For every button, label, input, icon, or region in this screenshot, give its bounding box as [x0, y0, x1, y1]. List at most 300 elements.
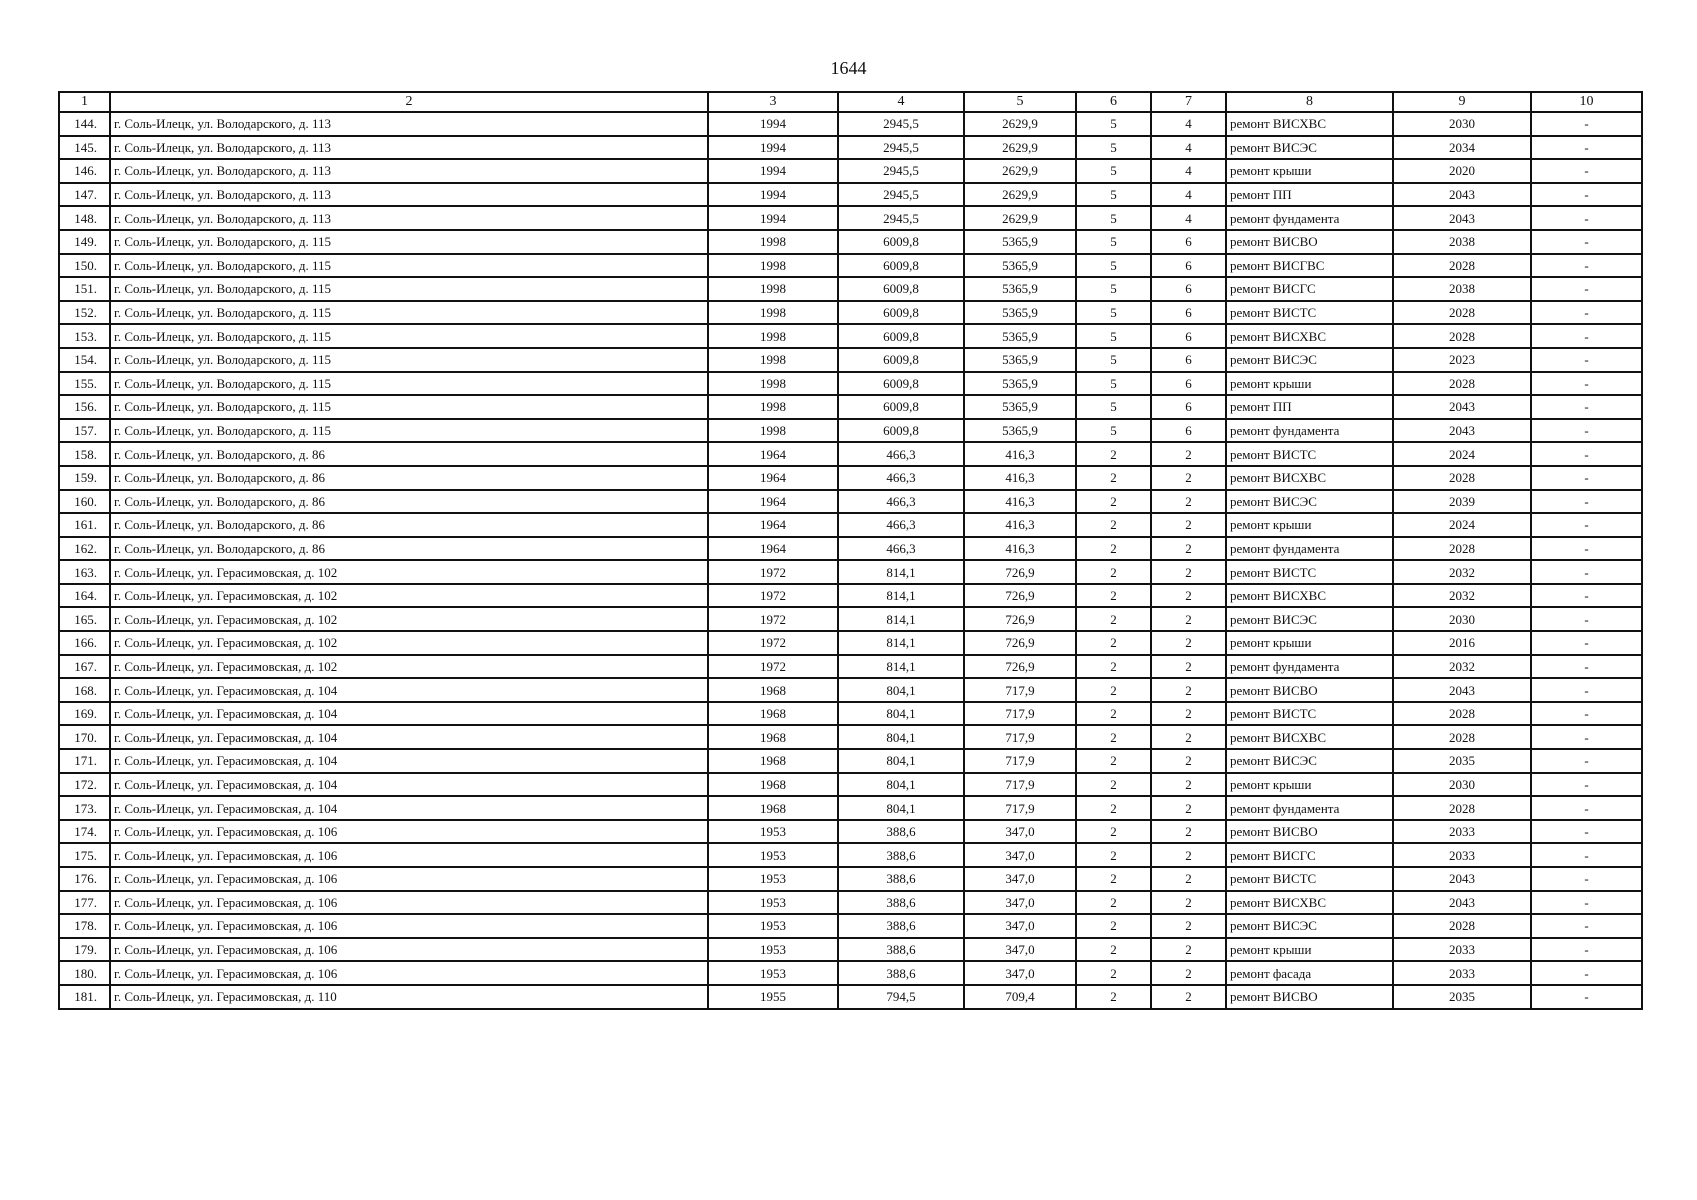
work-type-cell: ремонт фасада — [1226, 961, 1393, 985]
entrances-cell: 2 — [1151, 725, 1226, 749]
address-cell: г. Соль-Илецк, ул. Володарского, д. 115 — [110, 324, 708, 348]
address-cell: г. Соль-Илецк, ул. Герасимовская, д. 106 — [110, 867, 708, 891]
entrances-cell: 6 — [1151, 254, 1226, 278]
living-area-cell: 416,3 — [964, 537, 1076, 561]
row-number-cell: 177. — [59, 891, 110, 915]
row-number-cell: 174. — [59, 820, 110, 844]
floors-cell: 5 — [1076, 301, 1151, 325]
floors-cell: 2 — [1076, 796, 1151, 820]
planned-year-cell: 2038 — [1393, 277, 1531, 301]
floors-cell: 5 — [1076, 324, 1151, 348]
floors-cell: 5 — [1076, 372, 1151, 396]
planned-year-cell: 2043 — [1393, 206, 1531, 230]
total-area-cell: 466,3 — [838, 466, 964, 490]
work-type-cell: ремонт ВИСВО — [1226, 230, 1393, 254]
address-cell: г. Соль-Илецк, ул. Герасимовская, д. 104 — [110, 773, 708, 797]
column-header: 8 — [1226, 92, 1393, 112]
planned-year-cell: 2028 — [1393, 254, 1531, 278]
note-cell: - — [1531, 985, 1642, 1009]
total-area-cell: 6009,8 — [838, 324, 964, 348]
planned-year-cell: 2028 — [1393, 796, 1531, 820]
work-type-cell: ремонт ВИСЭС — [1226, 348, 1393, 372]
planned-year-cell: 2035 — [1393, 749, 1531, 773]
work-type-cell: ремонт крыши — [1226, 938, 1393, 962]
entrances-cell: 2 — [1151, 442, 1226, 466]
living-area-cell: 5365,9 — [964, 301, 1076, 325]
work-type-cell: ремонт ВИСХВС — [1226, 466, 1393, 490]
work-type-cell: ремонт ПП — [1226, 183, 1393, 207]
planned-year-cell: 2028 — [1393, 466, 1531, 490]
living-area-cell: 717,9 — [964, 702, 1076, 726]
total-area-cell: 804,1 — [838, 796, 964, 820]
row-number-cell: 150. — [59, 254, 110, 278]
address-cell: г. Соль-Илецк, ул. Володарского, д. 115 — [110, 230, 708, 254]
year-built-cell: 1968 — [708, 702, 838, 726]
living-area-cell: 717,9 — [964, 773, 1076, 797]
note-cell: - — [1531, 678, 1642, 702]
total-area-cell: 6009,8 — [838, 395, 964, 419]
work-type-cell: ремонт ВИСХВС — [1226, 112, 1393, 136]
total-area-cell: 388,6 — [838, 843, 964, 867]
work-type-cell: ремонт крыши — [1226, 631, 1393, 655]
note-cell: - — [1531, 372, 1642, 396]
floors-cell: 2 — [1076, 914, 1151, 938]
year-built-cell: 1994 — [708, 159, 838, 183]
column-header: 4 — [838, 92, 964, 112]
total-area-cell: 466,3 — [838, 442, 964, 466]
note-cell: - — [1531, 230, 1642, 254]
note-cell: - — [1531, 560, 1642, 584]
entrances-cell: 2 — [1151, 961, 1226, 985]
floors-cell: 2 — [1076, 537, 1151, 561]
living-area-cell: 709,4 — [964, 985, 1076, 1009]
floors-cell: 2 — [1076, 749, 1151, 773]
table-row — [59, 206, 1642, 230]
address-cell: г. Соль-Илецк, ул. Володарского, д. 115 — [110, 419, 708, 443]
planned-year-cell: 2020 — [1393, 159, 1531, 183]
table-row — [59, 749, 1642, 773]
living-area-cell: 726,9 — [964, 655, 1076, 679]
note-cell: - — [1531, 820, 1642, 844]
living-area-cell: 726,9 — [964, 560, 1076, 584]
total-area-cell: 2945,5 — [838, 206, 964, 230]
year-built-cell: 1953 — [708, 938, 838, 962]
table-row — [59, 891, 1642, 915]
entrances-cell: 2 — [1151, 796, 1226, 820]
year-built-cell: 1994 — [708, 136, 838, 160]
total-area-cell: 388,6 — [838, 961, 964, 985]
work-type-cell: ремонт ВИСГС — [1226, 277, 1393, 301]
address-cell: г. Соль-Илецк, ул. Герасимовская, д. 104 — [110, 702, 708, 726]
floors-cell: 5 — [1076, 348, 1151, 372]
column-header: 2 — [110, 92, 708, 112]
address-cell: г. Соль-Илецк, ул. Володарского, д. 115 — [110, 348, 708, 372]
work-type-cell: ремонт ВИСВО — [1226, 678, 1393, 702]
address-cell: г. Соль-Илецк, ул. Володарского, д. 113 — [110, 136, 708, 160]
planned-year-cell: 2043 — [1393, 891, 1531, 915]
table-body — [59, 112, 1642, 1009]
table-row — [59, 773, 1642, 797]
address-cell: г. Соль-Илецк, ул. Герасимовская, д. 102 — [110, 607, 708, 631]
year-built-cell: 1964 — [708, 537, 838, 561]
row-number-cell: 153. — [59, 324, 110, 348]
total-area-cell: 804,1 — [838, 773, 964, 797]
planned-year-cell: 2032 — [1393, 655, 1531, 679]
table-row — [59, 513, 1642, 537]
table-row — [59, 372, 1642, 396]
entrances-cell: 2 — [1151, 560, 1226, 584]
row-number-cell: 155. — [59, 372, 110, 396]
entrances-cell: 2 — [1151, 655, 1226, 679]
floors-cell: 5 — [1076, 254, 1151, 278]
note-cell: - — [1531, 725, 1642, 749]
floors-cell: 2 — [1076, 985, 1151, 1009]
living-area-cell: 5365,9 — [964, 277, 1076, 301]
year-built-cell: 1953 — [708, 914, 838, 938]
year-built-cell: 1972 — [708, 655, 838, 679]
year-built-cell: 1953 — [708, 843, 838, 867]
floors-cell: 2 — [1076, 490, 1151, 514]
address-cell: г. Соль-Илецк, ул. Володарского, д. 113 — [110, 206, 708, 230]
address-cell: г. Соль-Илецк, ул. Герасимовская, д. 104 — [110, 749, 708, 773]
living-area-cell: 717,9 — [964, 749, 1076, 773]
work-type-cell: ремонт ВИСХВС — [1226, 324, 1393, 348]
planned-year-cell: 2028 — [1393, 914, 1531, 938]
year-built-cell: 1998 — [708, 301, 838, 325]
year-built-cell: 1994 — [708, 183, 838, 207]
note-cell: - — [1531, 442, 1642, 466]
table-row — [59, 183, 1642, 207]
year-built-cell: 1994 — [708, 112, 838, 136]
floors-cell: 2 — [1076, 820, 1151, 844]
year-built-cell: 1968 — [708, 749, 838, 773]
floors-cell: 2 — [1076, 678, 1151, 702]
work-type-cell: ремонт ВИСЭС — [1226, 749, 1393, 773]
entrances-cell: 4 — [1151, 159, 1226, 183]
entrances-cell: 2 — [1151, 537, 1226, 561]
note-cell: - — [1531, 324, 1642, 348]
living-area-cell: 717,9 — [964, 796, 1076, 820]
table-row — [59, 631, 1642, 655]
table-row — [59, 537, 1642, 561]
work-type-cell: ремонт крыши — [1226, 773, 1393, 797]
note-cell: - — [1531, 277, 1642, 301]
note-cell: - — [1531, 254, 1642, 278]
note-cell: - — [1531, 183, 1642, 207]
column-header: 5 — [964, 92, 1076, 112]
planned-year-cell: 2043 — [1393, 867, 1531, 891]
table-row — [59, 938, 1642, 962]
year-built-cell: 1953 — [708, 867, 838, 891]
table-row — [59, 419, 1642, 443]
work-type-cell: ремонт ВИСВО — [1226, 820, 1393, 844]
entrances-cell: 2 — [1151, 820, 1226, 844]
capital-repair-table — [58, 91, 1643, 1010]
work-type-cell: ремонт ВИСЭС — [1226, 136, 1393, 160]
living-area-cell: 5365,9 — [964, 395, 1076, 419]
entrances-cell: 2 — [1151, 867, 1226, 891]
planned-year-cell: 2043 — [1393, 419, 1531, 443]
floors-cell: 5 — [1076, 419, 1151, 443]
total-area-cell: 466,3 — [838, 537, 964, 561]
living-area-cell: 347,0 — [964, 961, 1076, 985]
entrances-cell: 6 — [1151, 348, 1226, 372]
row-number-cell: 144. — [59, 112, 110, 136]
note-cell: - — [1531, 702, 1642, 726]
planned-year-cell: 2033 — [1393, 938, 1531, 962]
work-type-cell: ремонт ВИСГС — [1226, 843, 1393, 867]
year-built-cell: 1964 — [708, 513, 838, 537]
note-cell: - — [1531, 348, 1642, 372]
planned-year-cell: 2033 — [1393, 843, 1531, 867]
row-number-cell: 165. — [59, 607, 110, 631]
total-area-cell: 2945,5 — [838, 183, 964, 207]
table-row — [59, 843, 1642, 867]
address-cell: г. Соль-Илецк, ул. Герасимовская, д. 104 — [110, 725, 708, 749]
row-number-cell: 172. — [59, 773, 110, 797]
note-cell: - — [1531, 631, 1642, 655]
row-number-cell: 146. — [59, 159, 110, 183]
year-built-cell: 1998 — [708, 348, 838, 372]
address-cell: г. Соль-Илецк, ул. Володарского, д. 115 — [110, 254, 708, 278]
year-built-cell: 1953 — [708, 820, 838, 844]
planned-year-cell: 2043 — [1393, 395, 1531, 419]
table-row — [59, 254, 1642, 278]
entrances-cell: 2 — [1151, 985, 1226, 1009]
entrances-cell: 2 — [1151, 914, 1226, 938]
row-number-cell: 178. — [59, 914, 110, 938]
planned-year-cell: 2033 — [1393, 961, 1531, 985]
entrances-cell: 2 — [1151, 891, 1226, 915]
table-row — [59, 324, 1642, 348]
row-number-cell: 173. — [59, 796, 110, 820]
floors-cell: 2 — [1076, 442, 1151, 466]
floors-cell: 5 — [1076, 183, 1151, 207]
row-number-cell: 175. — [59, 843, 110, 867]
work-type-cell: ремонт фундамента — [1226, 655, 1393, 679]
table-row — [59, 395, 1642, 419]
work-type-cell: ремонт фундамента — [1226, 796, 1393, 820]
table-row — [59, 466, 1642, 490]
table-row — [59, 490, 1642, 514]
total-area-cell: 814,1 — [838, 560, 964, 584]
floors-cell: 2 — [1076, 631, 1151, 655]
entrances-cell: 4 — [1151, 136, 1226, 160]
column-header: 6 — [1076, 92, 1151, 112]
year-built-cell: 1994 — [708, 206, 838, 230]
table-row — [59, 702, 1642, 726]
note-cell: - — [1531, 773, 1642, 797]
address-cell: г. Соль-Илецк, ул. Володарского, д. 115 — [110, 395, 708, 419]
table-row — [59, 136, 1642, 160]
work-type-cell: ремонт ВИСТС — [1226, 442, 1393, 466]
planned-year-cell: 2024 — [1393, 513, 1531, 537]
entrances-cell: 6 — [1151, 277, 1226, 301]
row-number-cell: 154. — [59, 348, 110, 372]
row-number-cell: 148. — [59, 206, 110, 230]
year-built-cell: 1998 — [708, 372, 838, 396]
total-area-cell: 6009,8 — [838, 230, 964, 254]
note-cell: - — [1531, 749, 1642, 773]
note-cell: - — [1531, 584, 1642, 608]
table-row — [59, 985, 1642, 1009]
table-row — [59, 112, 1642, 136]
floors-cell: 2 — [1076, 655, 1151, 679]
floors-cell: 2 — [1076, 584, 1151, 608]
year-built-cell: 1964 — [708, 490, 838, 514]
note-cell: - — [1531, 961, 1642, 985]
total-area-cell: 6009,8 — [838, 277, 964, 301]
total-area-cell: 2945,5 — [838, 136, 964, 160]
address-cell: г. Соль-Илецк, ул. Герасимовская, д. 102 — [110, 631, 708, 655]
living-area-cell: 347,0 — [964, 914, 1076, 938]
entrances-cell: 2 — [1151, 938, 1226, 962]
row-number-cell: 157. — [59, 419, 110, 443]
year-built-cell: 1998 — [708, 254, 838, 278]
work-type-cell: ремонт крыши — [1226, 513, 1393, 537]
column-header: 3 — [708, 92, 838, 112]
note-cell: - — [1531, 206, 1642, 230]
year-built-cell: 1953 — [708, 961, 838, 985]
year-built-cell: 1972 — [708, 560, 838, 584]
address-cell: г. Соль-Илецк, ул. Герасимовская, д. 106 — [110, 914, 708, 938]
year-built-cell: 1998 — [708, 230, 838, 254]
note-cell: - — [1531, 938, 1642, 962]
year-built-cell: 1968 — [708, 796, 838, 820]
planned-year-cell: 2043 — [1393, 183, 1531, 207]
planned-year-cell: 2028 — [1393, 324, 1531, 348]
living-area-cell: 726,9 — [964, 584, 1076, 608]
total-area-cell: 814,1 — [838, 631, 964, 655]
floors-cell: 2 — [1076, 891, 1151, 915]
row-number-cell: 169. — [59, 702, 110, 726]
total-area-cell: 388,6 — [838, 914, 964, 938]
table-row — [59, 442, 1642, 466]
total-area-cell: 2945,5 — [838, 112, 964, 136]
table-row — [59, 678, 1642, 702]
total-area-cell: 388,6 — [838, 820, 964, 844]
address-cell: г. Соль-Илецк, ул. Герасимовская, д. 106 — [110, 961, 708, 985]
living-area-cell: 2629,9 — [964, 206, 1076, 230]
row-number-cell: 180. — [59, 961, 110, 985]
note-cell: - — [1531, 490, 1642, 514]
note-cell: - — [1531, 466, 1642, 490]
total-area-cell: 6009,8 — [838, 301, 964, 325]
total-area-cell: 804,1 — [838, 749, 964, 773]
total-area-cell: 466,3 — [838, 490, 964, 514]
entrances-cell: 6 — [1151, 301, 1226, 325]
planned-year-cell: 2032 — [1393, 560, 1531, 584]
planned-year-cell: 2043 — [1393, 678, 1531, 702]
row-number-cell: 160. — [59, 490, 110, 514]
page-number: 1644 — [830, 58, 867, 78]
planned-year-cell: 2016 — [1393, 631, 1531, 655]
work-type-cell: ремонт ВИСТС — [1226, 301, 1393, 325]
note-cell: - — [1531, 395, 1642, 419]
living-area-cell: 347,0 — [964, 891, 1076, 915]
living-area-cell: 2629,9 — [964, 136, 1076, 160]
floors-cell: 5 — [1076, 112, 1151, 136]
living-area-cell: 5365,9 — [964, 254, 1076, 278]
planned-year-cell: 2028 — [1393, 372, 1531, 396]
floors-cell: 2 — [1076, 725, 1151, 749]
work-type-cell: ремонт ВИСТС — [1226, 867, 1393, 891]
living-area-cell: 5365,9 — [964, 348, 1076, 372]
year-built-cell: 1964 — [708, 442, 838, 466]
total-area-cell: 6009,8 — [838, 372, 964, 396]
address-cell: г. Соль-Илецк, ул. Герасимовская, д. 102 — [110, 560, 708, 584]
table-row — [59, 348, 1642, 372]
address-cell: г. Соль-Илецк, ул. Герасимовская, д. 106 — [110, 820, 708, 844]
planned-year-cell: 2028 — [1393, 537, 1531, 561]
floors-cell: 5 — [1076, 206, 1151, 230]
row-number-cell: 163. — [59, 560, 110, 584]
row-number-cell: 158. — [59, 442, 110, 466]
year-built-cell: 1972 — [708, 631, 838, 655]
address-cell: г. Соль-Илецк, ул. Володарского, д. 86 — [110, 442, 708, 466]
floors-cell: 2 — [1076, 867, 1151, 891]
address-cell: г. Соль-Илецк, ул. Герасимовская, д. 110 — [110, 985, 708, 1009]
table-row — [59, 796, 1642, 820]
year-built-cell: 1964 — [708, 466, 838, 490]
entrances-cell: 2 — [1151, 584, 1226, 608]
total-area-cell: 388,6 — [838, 891, 964, 915]
row-number-cell: 152. — [59, 301, 110, 325]
work-type-cell: ремонт ВИСЭС — [1226, 914, 1393, 938]
living-area-cell: 416,3 — [964, 442, 1076, 466]
planned-year-cell: 2033 — [1393, 820, 1531, 844]
address-cell: г. Соль-Илецк, ул. Володарского, д. 115 — [110, 301, 708, 325]
column-header: 10 — [1531, 92, 1642, 112]
entrances-cell: 2 — [1151, 678, 1226, 702]
row-number-cell: 156. — [59, 395, 110, 419]
planned-year-cell: 2030 — [1393, 607, 1531, 631]
total-area-cell: 6009,8 — [838, 254, 964, 278]
note-cell: - — [1531, 136, 1642, 160]
entrances-cell: 6 — [1151, 230, 1226, 254]
row-number-cell: 147. — [59, 183, 110, 207]
row-number-cell: 149. — [59, 230, 110, 254]
entrances-cell: 6 — [1151, 324, 1226, 348]
note-cell: - — [1531, 419, 1642, 443]
entrances-cell: 6 — [1151, 419, 1226, 443]
column-header: 9 — [1393, 92, 1531, 112]
address-cell: г. Соль-Илецк, ул. Володарского, д. 86 — [110, 466, 708, 490]
living-area-cell: 347,0 — [964, 938, 1076, 962]
table-row — [59, 914, 1642, 938]
floors-cell: 2 — [1076, 466, 1151, 490]
living-area-cell: 416,3 — [964, 490, 1076, 514]
address-cell: г. Соль-Илецк, ул. Володарского, д. 113 — [110, 183, 708, 207]
floors-cell: 2 — [1076, 513, 1151, 537]
entrances-cell: 4 — [1151, 206, 1226, 230]
address-cell: г. Соль-Илецк, ул. Герасимовская, д. 106 — [110, 891, 708, 915]
year-built-cell: 1968 — [708, 725, 838, 749]
floors-cell: 5 — [1076, 136, 1151, 160]
total-area-cell: 804,1 — [838, 702, 964, 726]
floors-cell: 5 — [1076, 395, 1151, 419]
table-row — [59, 230, 1642, 254]
living-area-cell: 2629,9 — [964, 112, 1076, 136]
total-area-cell: 814,1 — [838, 584, 964, 608]
table-row — [59, 725, 1642, 749]
row-number-cell: 176. — [59, 867, 110, 891]
row-number-cell: 181. — [59, 985, 110, 1009]
living-area-cell: 717,9 — [964, 725, 1076, 749]
row-number-cell: 171. — [59, 749, 110, 773]
note-cell: - — [1531, 607, 1642, 631]
table-row — [59, 584, 1642, 608]
